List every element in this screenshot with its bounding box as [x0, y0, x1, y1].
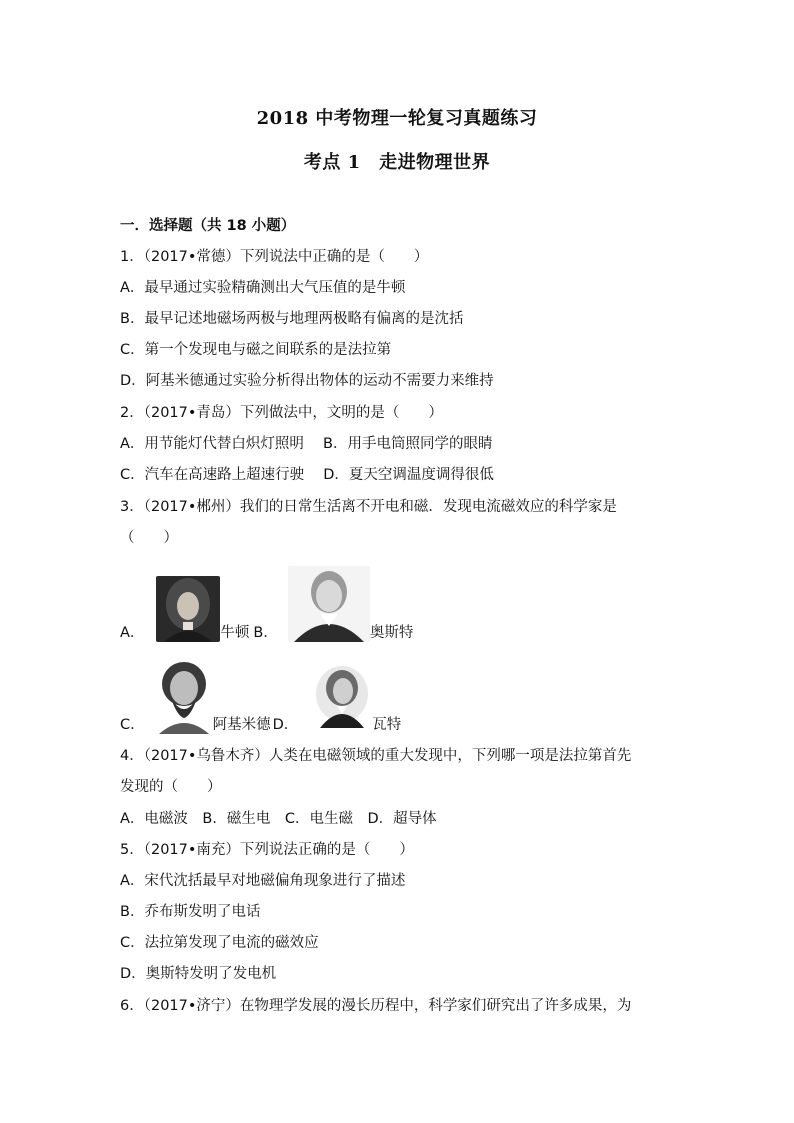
q5-stem: 5．（2017•南充）下列说法正确的是（ ） [120, 842, 414, 858]
q3-row-ab [120, 566, 413, 642]
watt-portrait-image [312, 662, 372, 734]
q4-options: A．电磁波 B．磁生电 C．电生磁 D．超导体 [120, 811, 437, 827]
q3-option-a-label: A． [120, 625, 145, 641]
page-title: 2018 中考物理一轮复习真题练习 [256, 108, 538, 129]
q5-option-d: D．奥斯特发明了发电机 [120, 966, 277, 982]
q3-option-b-label: B． [253, 625, 278, 641]
q1-option-a: A．最早通过实验精确测出大气压值的是牛顿 [120, 280, 406, 296]
q3-option-c-label: C． [120, 717, 145, 733]
oersted-portrait-image [288, 566, 370, 642]
page-subtitle: 考点 1 走进物理世界 [303, 152, 491, 173]
q6-stem: 6．（2017•济宁）在物理学发展的漫长历程中，科学家们研究出了许多成果，为 [120, 998, 632, 1014]
q5-option-c: C．法拉第发现了电流的磁效应 [120, 935, 319, 951]
q2-options-ab: A．用节能灯代替白炽灯照明 B．用手电筒照同学的眼睛 [120, 436, 493, 452]
archimedes-portrait-image [155, 658, 213, 734]
q1-stem: 1．（2017•常德）下列说法中正确的是（ ） [120, 249, 429, 265]
q1-option-b: B．最早记述地磁场两极与地理两极略有偏离的是沈括 [120, 311, 464, 327]
q4-stem: 4．（2017•乌鲁木齐）人类在电磁领域的重大发现中，下列哪一项是法拉第首先 [120, 748, 632, 764]
q5-option-b: B．乔布斯发明了电话 [120, 904, 261, 920]
q1-option-d: D．阿基米德通过实验分析得出物体的运动不需要力来维持 [120, 373, 494, 389]
q5-option-a: A．宋代沈括最早对地磁偏角现象进行了描述 [120, 873, 406, 889]
section-heading: 一．选择题（共 18 小题） [120, 218, 296, 234]
q3-option-a-name: 牛顿 [220, 625, 250, 641]
q3-option-d-name: 瓦特 [372, 717, 402, 733]
q1-option-c: C．第一个发现电与磁之间联系的是法拉第 [120, 342, 392, 358]
q3-row-cd [120, 658, 401, 734]
q3-option-b-name: 奥斯特 [369, 625, 414, 641]
newton-portrait-image [156, 576, 220, 642]
q3-stem: 3．（2017•郴州）我们的日常生活离不开电和磁．发现电流磁效应的科学家是 [120, 499, 617, 515]
q3-paren: （ ） [120, 530, 178, 546]
q2-stem: 2．（2017•青岛）下列做法中，文明的是（ ） [120, 405, 443, 421]
q3-option-c-name: 阿基米德 [212, 717, 271, 733]
q4-stem-continued: 发现的（ ） [120, 779, 222, 795]
q2-options-cd: C．汽车在高速路上超速行驶 D．夏天空调温度调得很低 [120, 467, 494, 483]
q3-option-d-label: D． [272, 717, 299, 733]
